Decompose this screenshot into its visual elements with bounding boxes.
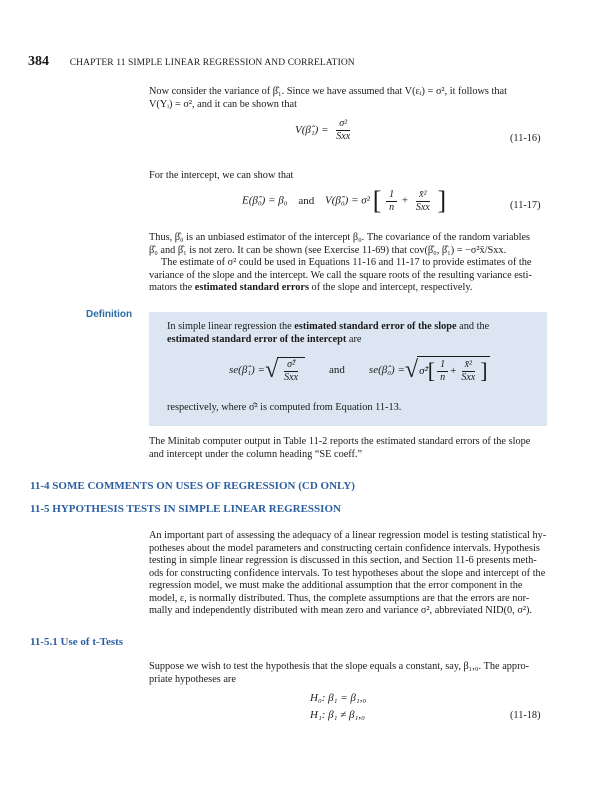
se0-frac1 [437, 359, 448, 384]
definition-label: Definition [86, 309, 133, 320]
thus-line-5 [149, 282, 547, 295]
se0-lhs: se(β̂₀) = [368, 364, 405, 376]
minitab-line-2: and intercept under the column heading “SE coeff.” [149, 448, 363, 460]
thus-line-3: The estimate of σ² could be used in Equations 11-16 and 11-17 to provide estimates of the [161, 257, 532, 268]
right-bracket: ] [437, 186, 447, 215]
def-term-slope: estimated standard error of the slope [294, 321, 457, 332]
def-line-2 [167, 334, 531, 347]
eq-11-17-frac2 [413, 189, 433, 214]
hypothesis-h0: H₀: β₁ = β₁,₀ [310, 692, 367, 704]
s115-line: regression model, we must make the additional assumption that the error component in the [149, 580, 523, 591]
s115-line: model, ε, is normally distributed. Thus, the complete assumptions are that the errors are nor- [149, 592, 530, 604]
section-heading-11-4: 11-4 SOME COMMENTS ON USES OF REGRESSION (CD ONLY) [30, 480, 355, 492]
page-number: 384 [28, 54, 49, 69]
se0-plus: + [450, 365, 457, 377]
eq-11-16-fraction [333, 118, 353, 143]
thus-paragraph [149, 232, 547, 295]
eq-11-16-lhs: V(β̂₁) = [295, 124, 329, 137]
equation-11-17 [242, 186, 446, 216]
def-line-1 [167, 321, 531, 334]
thus-line-4: variance of the slope and the intercept. We call the square roots of the resulting variance esti- [149, 269, 532, 281]
s115-line: potheses about the model parameters and constructing certain confidence intervals. Hypothesis [149, 542, 540, 554]
minitab-paragraph [149, 436, 547, 461]
eq-11-17-frac1 [386, 189, 397, 214]
ttest-line-2: priate hypotheses are [149, 673, 236, 685]
def-line-2b: are [346, 333, 362, 345]
def-term-intercept: estimated standard error of the intercept [167, 333, 347, 345]
eq-11-17-lhs2: V(β̂₀) = σ² [324, 194, 370, 207]
ttest-paragraph [149, 661, 547, 686]
equation-11-16 [295, 118, 355, 143]
def-line-1c: and the [456, 321, 490, 332]
intro-line-2: V(Yᵢ) = σ², and it can be shown that [149, 98, 297, 110]
eq-11-17-frac1-den: n [389, 201, 395, 213]
s115-line: mally and independently distributed with mean zero and variance σ², abbreviated NID(0, σ²). [149, 605, 532, 616]
intro-line-1: Now consider the variance of β̂₁. Since we have assumed that V(εᵢ) = σ², it follows that [149, 86, 507, 97]
intro-paragraph [149, 86, 547, 111]
section-11-5-paragraph [149, 530, 547, 618]
hypothesis-h1: H₁: β₁ ≠ β₁,₀ [310, 709, 365, 721]
se0-frac2 [458, 359, 478, 384]
def-line-1a: In simple linear regression the [167, 321, 295, 332]
se0-frac1-den: n [440, 371, 446, 383]
page-header [28, 54, 355, 70]
se0-frac2-num: x̄² [462, 359, 475, 372]
def-footnote: respectively, where σ̂² is computed from Equation 11-13. [167, 402, 402, 413]
definition-box [149, 312, 547, 426]
se1-num: σ̂² [284, 359, 298, 372]
left-bracket: [ [372, 186, 382, 215]
se0-frac2-den: Sxx [461, 371, 476, 383]
eq-11-16-num: σ² [336, 118, 350, 131]
chapter-title: CHAPTER 11 SIMPLE LINEAR REGRESSION AND CORRELATION [69, 58, 355, 68]
thus-line-5a: mators the [149, 282, 195, 293]
s115-line: testing in simple linear regression is discussed in this section, and Section 11-6 presents meth- [149, 555, 537, 566]
se0-sigma: σ̂² [419, 365, 428, 377]
thus-line-1: Thus, β̂₀ is an unbiased estimator of the intercept β₀. The covariance of the random variables [149, 232, 531, 243]
eq-11-16-number: (11-16) [510, 133, 541, 144]
eq-11-17-lhs1: E(β̂₀) = β₀ [242, 194, 288, 207]
se-and: and [329, 364, 345, 376]
se1-den: Sxx [284, 371, 299, 383]
se1-frac [281, 359, 301, 384]
se1-lhs: se(β̂₁) = [229, 364, 265, 376]
s115-line: ods for constructing confidence intervals. To test hypotheses about the slope and intercept of the [149, 567, 546, 579]
minitab-line-1: The Minitab computer output in Table 11-2 reports the estimated standard errors of the slope [149, 436, 531, 447]
ttest-line-1: Suppose we wish to test the hypothesis that the slope equals a constant, say, β₁,₀. The appro- [149, 661, 530, 672]
eq-11-18-number: (11-18) [510, 710, 541, 721]
eq-11-17-frac2-den: Sxx [415, 201, 430, 213]
eq-11-17-and: and [298, 194, 315, 207]
section-heading-11-5: 11-5 HYPOTHESIS TESTS IN SIMPLE LINEAR REGRESSION [30, 503, 341, 515]
thus-line-5c: of the slope and intercept, respectively. [308, 282, 473, 293]
eq-11-17-plus: + [401, 194, 409, 207]
thus-line-2: β̂₀ and β̂₁ is not zero. It can be shown (see Exercise 11-69) that cov(β̂₀, β̂₁) = −σ²x̄/Sxx. [149, 244, 507, 256]
se0-sqrt: √ σ̂² [ $\frac{1}{n}$ + $\frac{\text{x̄²}}{\text{Sxx}}$ ] [404, 356, 488, 383]
intercept-intro [149, 170, 547, 183]
intercept-intro-text: For the intercept, we can show that [149, 170, 294, 181]
se1-sqrt: √ $\frac{\text{σ̂²}}{\text{Sxx}}$ [265, 357, 305, 384]
eq-11-17-number: (11-17) [510, 200, 541, 211]
se0-frac1-num: 1 [437, 359, 448, 372]
section-heading-11-5-1: 11-5.1 Use of t-Tests [30, 636, 124, 648]
eq-11-17-frac1-num: 1 [386, 189, 397, 202]
eq-11-16-den: Sxx [336, 131, 351, 142]
se-formulas [229, 356, 490, 384]
s115-line: An important part of assessing the adequacy of a linear regression model is testing statistical hy- [149, 530, 547, 541]
eq-11-17-frac2-num: x̄² [416, 189, 429, 202]
term-estimated-standard-errors: estimated standard errors [194, 282, 309, 293]
